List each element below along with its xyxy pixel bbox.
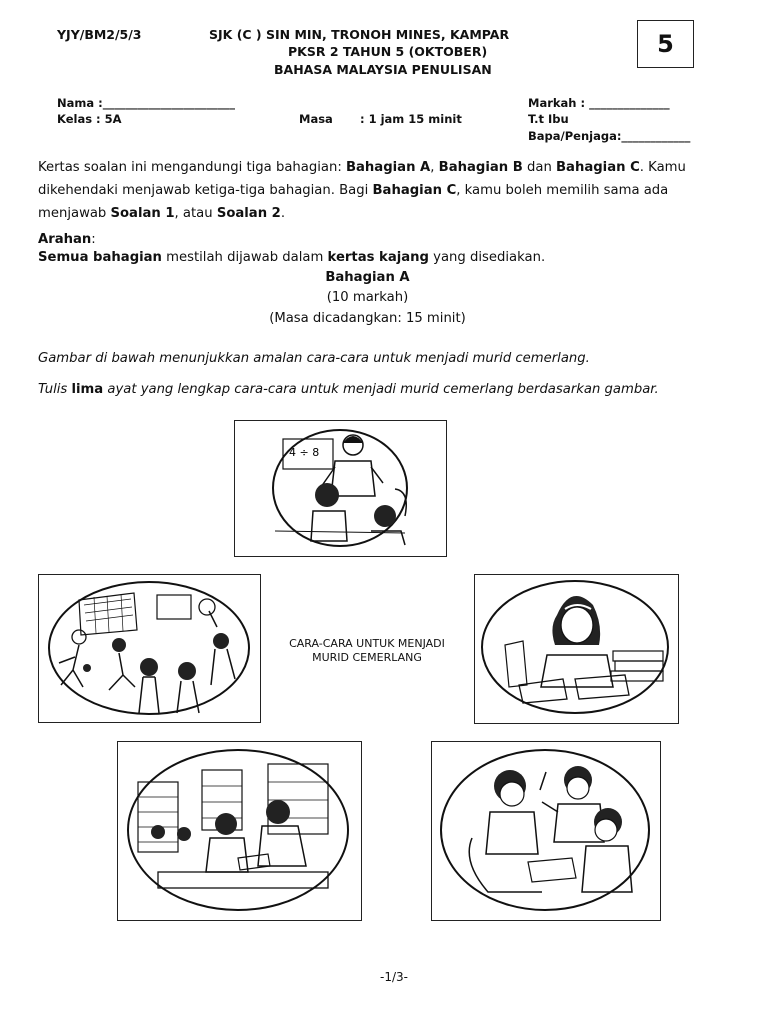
page-number: -1/3- bbox=[380, 970, 408, 984]
board-text: 4 ÷ 8 bbox=[289, 446, 320, 459]
paper-code: YJY/BM2/5/3 bbox=[57, 27, 142, 42]
time-value: : 1 jam 15 minit bbox=[360, 112, 462, 126]
section-title: Bahagian A bbox=[325, 270, 410, 285]
instructions-text: Semua bahagian mestilah dijawab dalam kertas kajang yang disediakan. bbox=[38, 250, 546, 265]
discussion-illustration bbox=[432, 742, 660, 920]
intro-paragraph: Kertas soalan ini mengandungi tiga bahagian: Bahagian A, Bahagian B dan Bahagian C. Kamu dikehendaki menjawab ketiga-tiga bahagian. Bagi Bahagian C, kamu boleh memilih sama ada menjawab Soalan 1, atau Soalan 2. bbox=[38, 160, 686, 221]
paper-number: 5 bbox=[657, 30, 674, 58]
question-description: Gambar di bawah menunjukkan amalan cara-cara untuk menjadi murid cemerlang. bbox=[38, 351, 590, 366]
picture-sports bbox=[38, 574, 261, 723]
time-label: Masa bbox=[299, 112, 333, 126]
center-caption-line1: CARA-CARA UNTUK MENJADI bbox=[289, 637, 445, 650]
reading-girl-illustration bbox=[475, 575, 678, 723]
marks-field: Markah : ______________ bbox=[528, 96, 670, 110]
picture-girl-reading bbox=[474, 574, 679, 724]
exam-title: PKSR 2 TAHUN 5 (OKTOBER) bbox=[288, 44, 488, 59]
paper-number-box bbox=[637, 20, 694, 68]
class-field: Kelas : 5A bbox=[57, 112, 122, 126]
teacher-illustration bbox=[235, 421, 446, 556]
library-illustration bbox=[118, 742, 361, 920]
center-caption-line2: MURID CEMERLANG bbox=[312, 651, 422, 664]
guardian-field: Bapa/Penjaga:____________ bbox=[528, 129, 691, 143]
section-time: (Masa dicadangkan: 15 minit) bbox=[269, 311, 466, 326]
name-field: Nama :_______________________ bbox=[57, 96, 235, 110]
school-name: SJK (C ) SIN MIN, TRONOH MINES, KAMPAR bbox=[209, 27, 510, 42]
mother-signature-field: T.t Ibu bbox=[528, 112, 569, 126]
section-marks: (10 markah) bbox=[326, 290, 409, 305]
picture-teacher-class bbox=[234, 420, 447, 557]
picture-library bbox=[117, 741, 362, 921]
center-caption bbox=[262, 637, 472, 665]
subject-title: BAHASA MALAYSIA PENULISAN bbox=[274, 62, 492, 77]
picture-group-discussion bbox=[431, 741, 661, 921]
question-prompt: Tulis lima ayat yang lengkap cara-cara untuk menjadi murid cemerlang berdasarkan gambar. bbox=[38, 382, 659, 397]
instructions-label: Arahan: bbox=[38, 232, 96, 247]
sports-illustration bbox=[39, 575, 260, 722]
